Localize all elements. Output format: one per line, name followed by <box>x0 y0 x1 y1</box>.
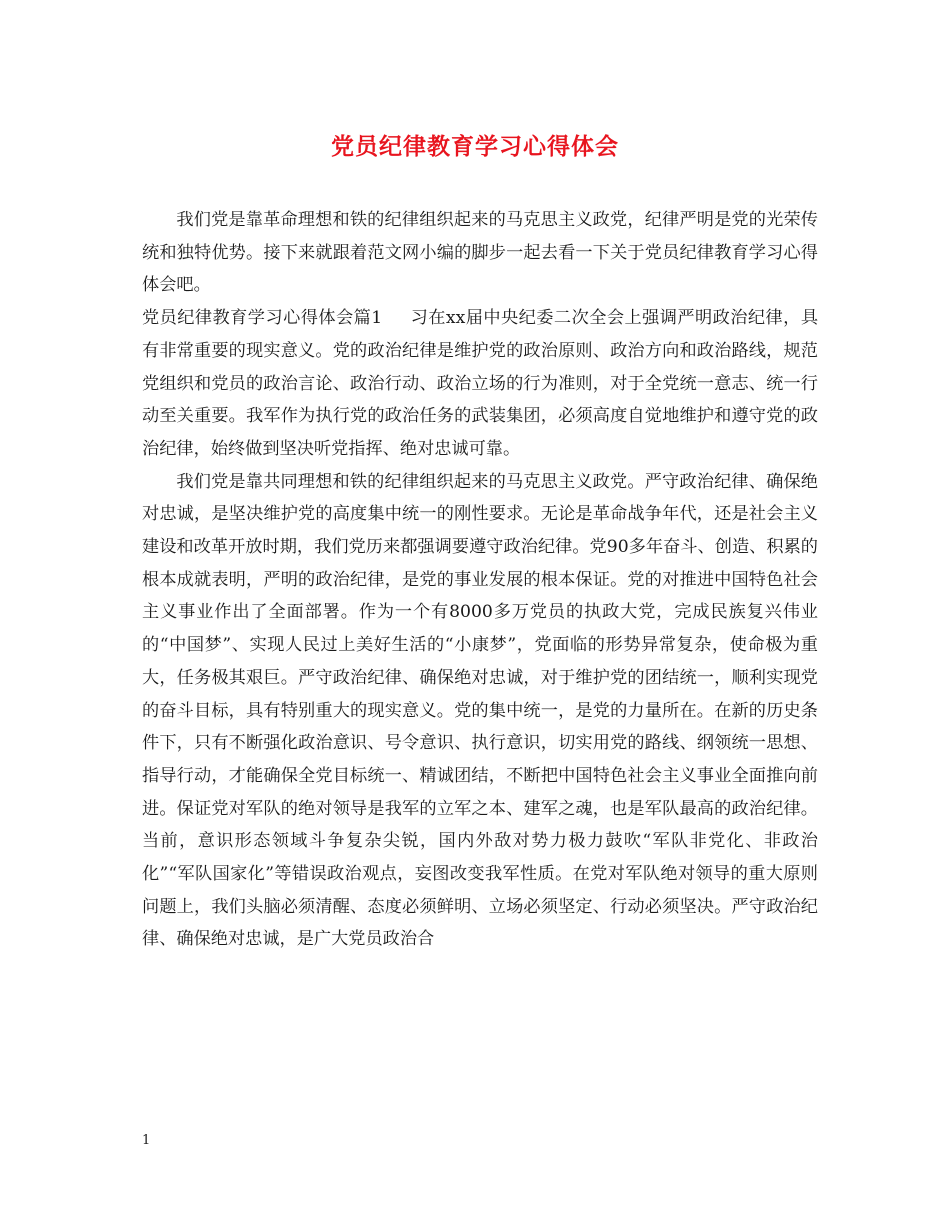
intro-paragraph: 我们党是靠革命理想和铁的纪律组织起来的马克思主义政党，纪律严明是党的光荣传统和独特优势。接下来就跟着范文网小编的脚步一起去看一下关于党员纪律教育学习心得体会吧。 <box>142 210 818 296</box>
page-number: 1 <box>142 1133 151 1148</box>
section-heading: 党员纪律教育学习心得体会篇1 <box>142 308 383 329</box>
section-text: 习在xx届中央纪委二次全会上强调严明政治纪律，具有非常重要的现实意义。党的政治纪律是维护党的政治原则、政治方向和政治路线，规范党组织和党员的政治言论、政治行动、政治立场的行为准则，对于全党统一意志、统一行动至关重要。我军作为执行党的政治任务的武装集团，必须高度自觉地维护和遵守党的政治纪律，始终做到坚决听党指挥、绝对忠诚可靠。 <box>142 308 819 459</box>
document-body <box>142 204 818 956</box>
body-paragraph-2: 我们党是靠共同理想和铁的纪律组织起来的马克思主义政党。严守政治纪律、确保绝对忠诚，是坚决维护党的高度集中统一的刚性要求。无论是革命战争年代，还是社会主义建设和改革开放时期，我们党历来都强调要遵守政治纪律。党90多年奋斗、创造、积累的根本成就表明，严明的政治纪律，是党的事业发展的根本保证。党的对推进中国特色社会主义事业作出了全面部署。作为一个有8000多万党员的执政大党，完成民族复兴伟业的“中国梦”、实现人民过上美好生活的“小康梦”，党面临的形势异常复杂，使命极为重大，任务极其艰巨。严守政治纪律、确保绝对忠诚，对于维护党的团结统一，顺利实现党的奋斗目标，具有特别重大的现实意义。党的集中统一，是党的力量所在。在新的历史条件下，只有不断强化政治意识、号令意识、执行意识，切实用党的路线、纲领统一思想、指导行动，才能确保全党目标统一、精诚团结，不断把中国特色社会主义事业全面推向前进。保证党对军队的绝对领导是我军的立军之本、建军之魂，也是军队最高的政治纪律。当前，意识形态领域斗争复杂尖锐，国内外敌对势力极力鼓吹“军队非党化、非政治化”“军队国家化”等错误政治观点，妄图改变我军性质。在党对军队绝对领导的重大原则问题上，我们头脑必须清醒、态度必须鲜明、立场必须坚定、行动必须坚决。严守政治纪律、确保绝对忠诚，是广大党员政治合 <box>142 471 818 950</box>
document-title: 党员纪律教育学习心得体会 <box>331 133 619 160</box>
section-1-paragraph <box>142 302 818 466</box>
